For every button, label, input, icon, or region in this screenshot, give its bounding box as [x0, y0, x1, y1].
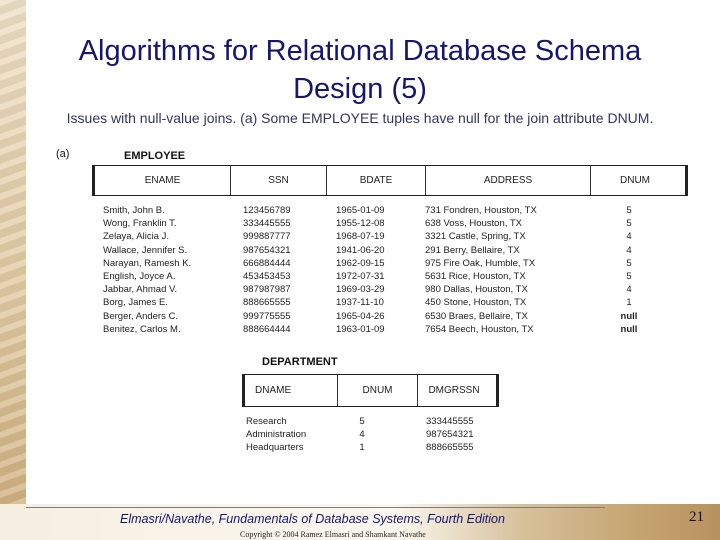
- employee-row: [0, 310, 720, 323]
- employee-cell: 7654 Beech, Houston, TX: [425, 323, 534, 335]
- employee-cell: 291 Berry, Bellaire, TX: [425, 244, 520, 256]
- employee-cell: 453453453: [243, 270, 291, 282]
- employee-row: [0, 244, 720, 257]
- employee-cell: 1965-04-26: [336, 310, 385, 322]
- employee-cell: 1969-03-29: [336, 284, 385, 296]
- employee-cell: Berger, Anders C.: [103, 310, 178, 322]
- employee-cell: 1: [626, 297, 632, 309]
- employee-cell: null: [620, 310, 638, 322]
- department-row: [0, 428, 720, 441]
- department-table-title: DEPARTMENT: [262, 356, 338, 368]
- employee-cell: 1941-06-20: [336, 244, 385, 256]
- employee-cell: 999775555: [243, 310, 291, 322]
- slide-title: Algorithms for Relational Database Schema Design (5): [78, 35, 642, 105]
- employee-cell: 1963-01-09: [336, 323, 385, 335]
- department-cell: Research: [246, 416, 287, 427]
- employee-cell: 333445555: [243, 218, 291, 230]
- employee-col-address: ADDRESS: [425, 166, 590, 195]
- employee-col-ssn: SSN: [230, 166, 326, 195]
- employee-cell: 5: [626, 218, 632, 230]
- employee-cell: 4: [626, 231, 632, 243]
- employee-cell: Smith, John B.: [103, 205, 165, 216]
- employee-row: [0, 257, 720, 270]
- department-col-dname: DNAME: [255, 385, 292, 396]
- footer-citation: Elmasri/Navathe, Fundamentals of Database Systems, Fourth Edition: [120, 512, 505, 526]
- employee-col-dnum: DNUM: [590, 166, 679, 195]
- page-number: 21: [689, 509, 704, 525]
- employee-col-ename: ENAME: [144, 175, 181, 186]
- employee-header: [92, 165, 688, 196]
- employee-cell: 1937-11-10: [336, 297, 384, 309]
- department-cell: Administration: [246, 429, 307, 441]
- figure-label: (a): [56, 148, 70, 160]
- employee-cell: 888665555: [243, 297, 291, 309]
- employee-cell: 666884444: [243, 257, 291, 269]
- employee-cell: 123456789: [243, 205, 291, 216]
- employee-cell: 5: [626, 257, 632, 269]
- employee-table-title: EMPLOYEE: [124, 150, 186, 162]
- employee-cell: 638 Voss, Houston, TX: [425, 218, 522, 230]
- employee-cell: 1955-12-08: [336, 218, 385, 230]
- department-cell: 888665555: [426, 442, 474, 454]
- employee-cell: 987654321: [243, 244, 291, 256]
- employee-cell: 5631 Rice, Houston, TX: [425, 270, 526, 282]
- employee-cell: Wallace, Jennifer S.: [103, 244, 188, 256]
- employee-cell: 731 Fondren, Houston, TX: [425, 205, 537, 216]
- slide-subtitle: Issues with null-value joins. (a) Some EMPLOYEE tuples have null for the join attribute DNUM.: [66, 110, 654, 126]
- department-row: [0, 415, 720, 428]
- department-rows: [0, 415, 720, 455]
- employee-cell: 987987987: [243, 284, 291, 296]
- employee-cell: 4: [626, 284, 632, 296]
- employee-cell: 1962-09-15: [336, 257, 385, 269]
- employee-cell: 4: [626, 244, 632, 256]
- department-col-dmgrssn: DMGRSSN: [417, 375, 490, 406]
- employee-cell: Wong, Franklin T.: [103, 218, 177, 230]
- department-cell: Headquarters: [246, 442, 304, 454]
- employee-cell: 6530 Braes, Bellaire, TX: [425, 310, 528, 322]
- employee-col-bdate: BDATE: [326, 166, 425, 195]
- employee-row: [0, 270, 720, 283]
- department-cell: 333445555: [426, 416, 474, 427]
- employee-row: [0, 323, 720, 336]
- footer-divider: [26, 507, 605, 508]
- copyright-notice: Copyright © 2004 Ramez Elmasri and Shamkant Navathe: [240, 530, 426, 539]
- employee-cell: English, Joyce A.: [103, 270, 176, 282]
- employee-cell: 888664444: [243, 323, 291, 335]
- employee-cell: 999887777: [243, 231, 291, 243]
- employee-cell: null: [620, 323, 638, 335]
- employee-cell: 3321 Castle, Spring, TX: [425, 231, 526, 243]
- department-col-dnum: DNUM: [337, 375, 417, 406]
- employee-cell: Zelaya, Alicia J.: [103, 231, 169, 243]
- employee-cell: Jabbar, Ahmad V.: [103, 284, 178, 296]
- department-row: [0, 441, 720, 454]
- employee-row: [0, 296, 720, 309]
- employee-cell: 975 Fire Oak, Humble, TX: [425, 257, 536, 269]
- department-cell: 987654321: [426, 429, 474, 441]
- employee-cell: Narayan, Ramesh K.: [103, 257, 192, 269]
- employee-row: [0, 204, 720, 217]
- employee-rows: [0, 204, 720, 336]
- department-header: [242, 374, 499, 407]
- employee-cell: 1965-01-09: [336, 205, 385, 216]
- employee-cell: 1972-07-31: [336, 270, 385, 282]
- employee-cell: 980 Dallas, Houston, TX: [425, 284, 528, 296]
- employee-cell: 5: [626, 270, 632, 282]
- employee-cell: 1968-07-19: [336, 231, 385, 243]
- department-cell: 4: [359, 429, 365, 441]
- employee-cell: 450 Stone, Houston, TX: [425, 297, 527, 309]
- department-cell: 5: [359, 416, 365, 427]
- employee-cell: Benitez, Carlos M.: [103, 323, 181, 335]
- employee-row: [0, 230, 720, 243]
- employee-row: [0, 283, 720, 296]
- employee-cell: Borg, James E.: [103, 297, 168, 309]
- department-cell: 1: [359, 442, 365, 454]
- employee-row: [0, 217, 720, 230]
- employee-cell: 5: [626, 205, 632, 216]
